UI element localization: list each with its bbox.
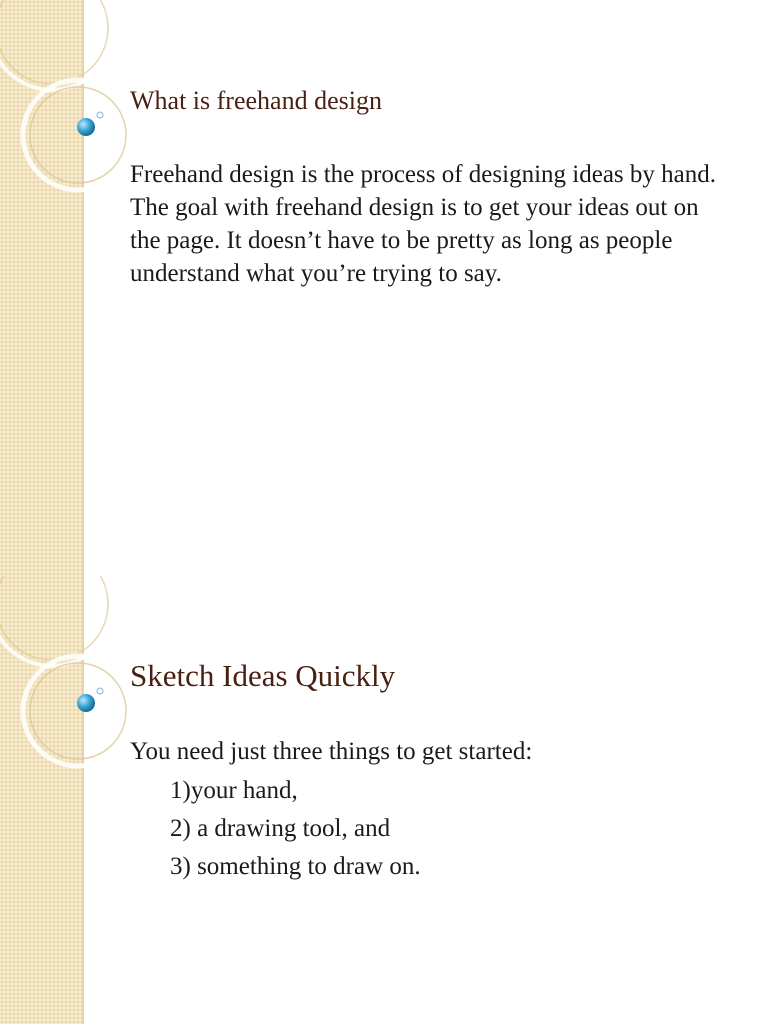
ring-ornament-icon — [0, 0, 130, 240]
list-item: 1)your hand, — [170, 777, 298, 804]
list-item: 3) something to draw on. — [170, 853, 421, 880]
list-item: 2) a drawing tool, and — [170, 815, 391, 842]
slide-title: Sketch Ideas Quickly — [130, 658, 396, 693]
slide-title: What is freehand design — [130, 86, 382, 115]
requirements-list — [170, 772, 421, 886]
ring-ornament-icon — [0, 576, 130, 816]
slide-body-text: Freehand design is the process of designing ideas by hand. The goal with freehand design is to get your ideas out on the page. It doesn’t have to be pretty as long as people understand what you’re trying to say. — [130, 161, 716, 287]
slide-2 — [0, 576, 768, 1024]
slide-intro-text: You need just three things to get started: — [130, 738, 533, 765]
